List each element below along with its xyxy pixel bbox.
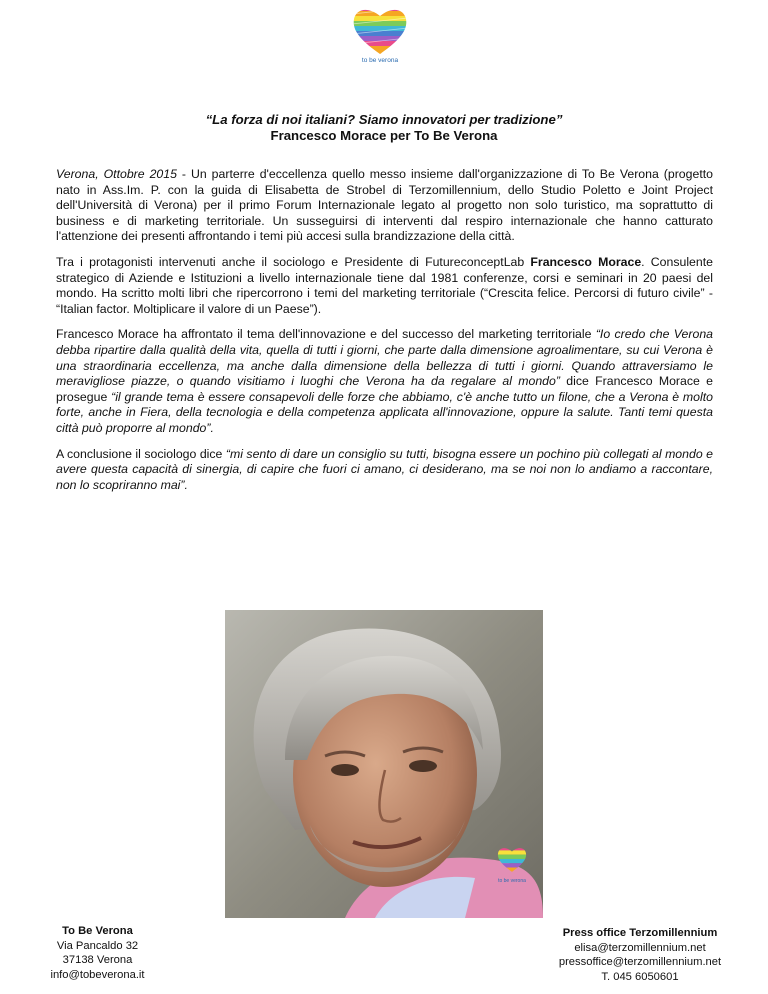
watermark-text: to be verona [498,878,526,884]
footer-left-email[interactable]: info@tobeverona.it [50,968,145,981]
article-body [56,167,713,503]
footer-right-email-1[interactable]: elisa@terzomillennium.net [574,941,706,954]
speaker-name: Francesco Morace [530,254,642,269]
paragraph-4-text-a: A conclusione il sociologo dice [56,446,226,461]
footer-left [30,924,165,982]
watermark-heart-icon [497,846,527,873]
quote-3: “mi sento di dare un consiglio su tutti, bisogna essere un pochino più collegati al mondo e avere questa capacità di sinergia, di capire che fuori ci amano, ci desiderano, ma se noi non lo andiamo a raccontare, non lo scopriranno mai”. [56,446,713,492]
quote-2: “il grande tema è essere consapevoli delle forze che abbiamo, c'è anche tutto un filone, che a Verona è molto forte, anche in Fiera, della tecnologia e della competenza applicata all'innovazione, oppure la salute. Tanti temi questa città può proporre al mondo”. [56,389,713,435]
quote-1: “Io credo che Verona debba ripartire dalla qualità della vita, quella di tutti i giorni, che parte dalla dimensione agroalimentare, su cui Verona è una straordinaria eccellenza, ma anche dalla dimensione della bellezza di tutti i giorni. Quando attraversiamo le meravigliose piazze, o quando visitiamo i luoghi che Verona ha da regalare al mondo” [56,327,713,389]
paragraph-1 [56,167,713,245]
paragraph-3-text-b: dice Francesco Morace e prosegue [56,374,713,404]
paragraph-1-text: - Un parterre d'eccellenza quello messo insieme dall'organizzazione di To Be Verona (progetto nato in Ass.Im. P. con la guida di Elisabetta de Strobel di Terzomillennium, dello Studio Poletto e Joint Project dell'Università di Verona) per il primo Forum Internazionale legato al progetto non solo turistico, ma soprattutto di business e di marketing territoriale. Un susseguirsi di interventi dal respiro internazionale che hanno catturato l'attenzione dei presenti affrontando i temi più accesi sulla brandizzazione della città. [56,167,713,244]
paragraph-3-text-a: Francesco Morace ha affrontato il tema dell'innovazione e del successo del marketing territoriale [56,327,596,342]
paragraph-4 [56,447,713,494]
page-title: “La forza di noi italiani? Siamo innovatori per tradizione” [205,112,563,127]
photo-watermark [490,846,534,884]
to-be-verona-logo [345,6,415,72]
dateline: Verona, Ottobre 2015 [56,167,177,181]
page-subtitle: Francesco Morace per To Be Verona [270,128,498,143]
footer-right-name: Press office Terzomillennium [562,927,718,939]
heart-logo-icon [352,6,408,56]
heading [0,112,768,144]
paragraph-2 [56,255,713,317]
footer-right [540,926,740,984]
paragraph-3 [56,327,713,436]
footer-right-phone: T. 045 6050601 [601,970,679,983]
footer-left-name: To Be Verona [62,925,133,937]
logo-text: to be verona [361,57,399,64]
footer-right-email-2[interactable]: pressoffice@terzomillennium.net [558,956,722,968]
portrait-photo [225,610,543,918]
paragraph-2-text-b: . Consulente strategico di Aziende e Istituzioni a livello internazionale tiene dal 1981 conferenze, corsi e seminari in 20 paesi del mondo. Ha scritto molti libri che ripercorrono i temi del marketing territoriale (“Crescita felice. Percorsi di futuro civile” - “Italian factor. Moltiplicare il valore di un Paese”). [56,254,713,316]
footer-left-address: Via Pancaldo 32 [56,939,139,952]
paragraph-2-text-a: Tra i protagonisti intervenuti anche il sociologo e Presidente di FutureconceptLab [56,254,531,269]
footer-left-city: 37138 Verona [62,954,133,966]
